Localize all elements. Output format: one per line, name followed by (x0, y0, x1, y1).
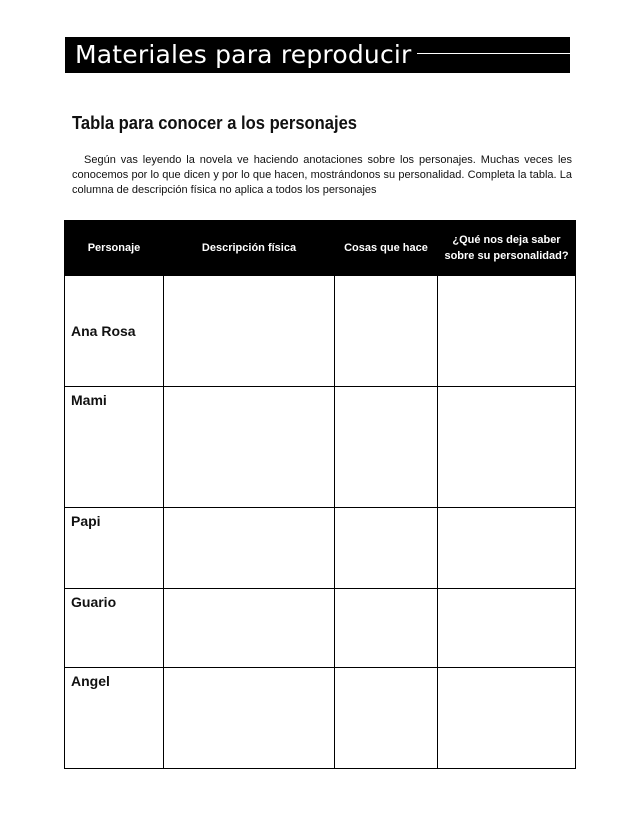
character-name: Guario (71, 594, 117, 610)
table-row (65, 668, 576, 769)
banner-rule (417, 53, 570, 54)
header-personaje: Personaje (65, 221, 164, 276)
character-name: Papi (71, 513, 101, 529)
descripcion-cell[interactable] (164, 589, 335, 668)
character-name: Angel (71, 673, 110, 689)
table-header-row (65, 221, 576, 276)
character-name-cell (65, 668, 164, 769)
table-row (65, 387, 576, 508)
cosas-cell[interactable] (335, 589, 438, 668)
table-row (65, 508, 576, 589)
cosas-cell[interactable] (335, 668, 438, 769)
intro-paragraph: Según vas leyendo la novela ve haciendo anotaciones sobre los personajes. Muchas veces les conocemos por lo que dicen y por lo que hacen, mostrándonos su personalidad. Completa la tabla. La columna de descripción física no aplica a todos los personajes (72, 154, 572, 196)
characters-table (64, 220, 576, 769)
personalidad-cell[interactable] (438, 276, 576, 387)
character-name: Ana Rosa (71, 323, 136, 339)
table-row (65, 589, 576, 668)
personalidad-cell[interactable] (438, 387, 576, 508)
header-personalidad: ¿Qué nos deja saber sobre su personalidad? (438, 221, 576, 276)
personalidad-cell[interactable] (438, 508, 576, 589)
character-name-cell (65, 508, 164, 589)
character-name-cell (65, 387, 164, 508)
title-banner (65, 37, 570, 73)
header-cosas-que-hace: Cosas que hace (335, 221, 438, 276)
descripcion-cell[interactable] (164, 276, 335, 387)
descripcion-cell[interactable] (164, 508, 335, 589)
descripcion-cell[interactable] (164, 668, 335, 769)
character-name-cell (65, 276, 164, 387)
cosas-cell[interactable] (335, 276, 438, 387)
personalidad-cell[interactable] (438, 668, 576, 769)
table-row (65, 276, 576, 387)
header-descripcion-fisica: Descripción física (164, 221, 335, 276)
cosas-cell[interactable] (335, 508, 438, 589)
descripcion-cell[interactable] (164, 387, 335, 508)
character-name-cell (65, 589, 164, 668)
cosas-cell[interactable] (335, 387, 438, 508)
banner-title: Materiales para reproducir (75, 40, 412, 69)
section-title: Tabla para conocer a los personajes (72, 113, 358, 133)
character-name: Mami (71, 392, 107, 408)
personalidad-cell[interactable] (438, 589, 576, 668)
